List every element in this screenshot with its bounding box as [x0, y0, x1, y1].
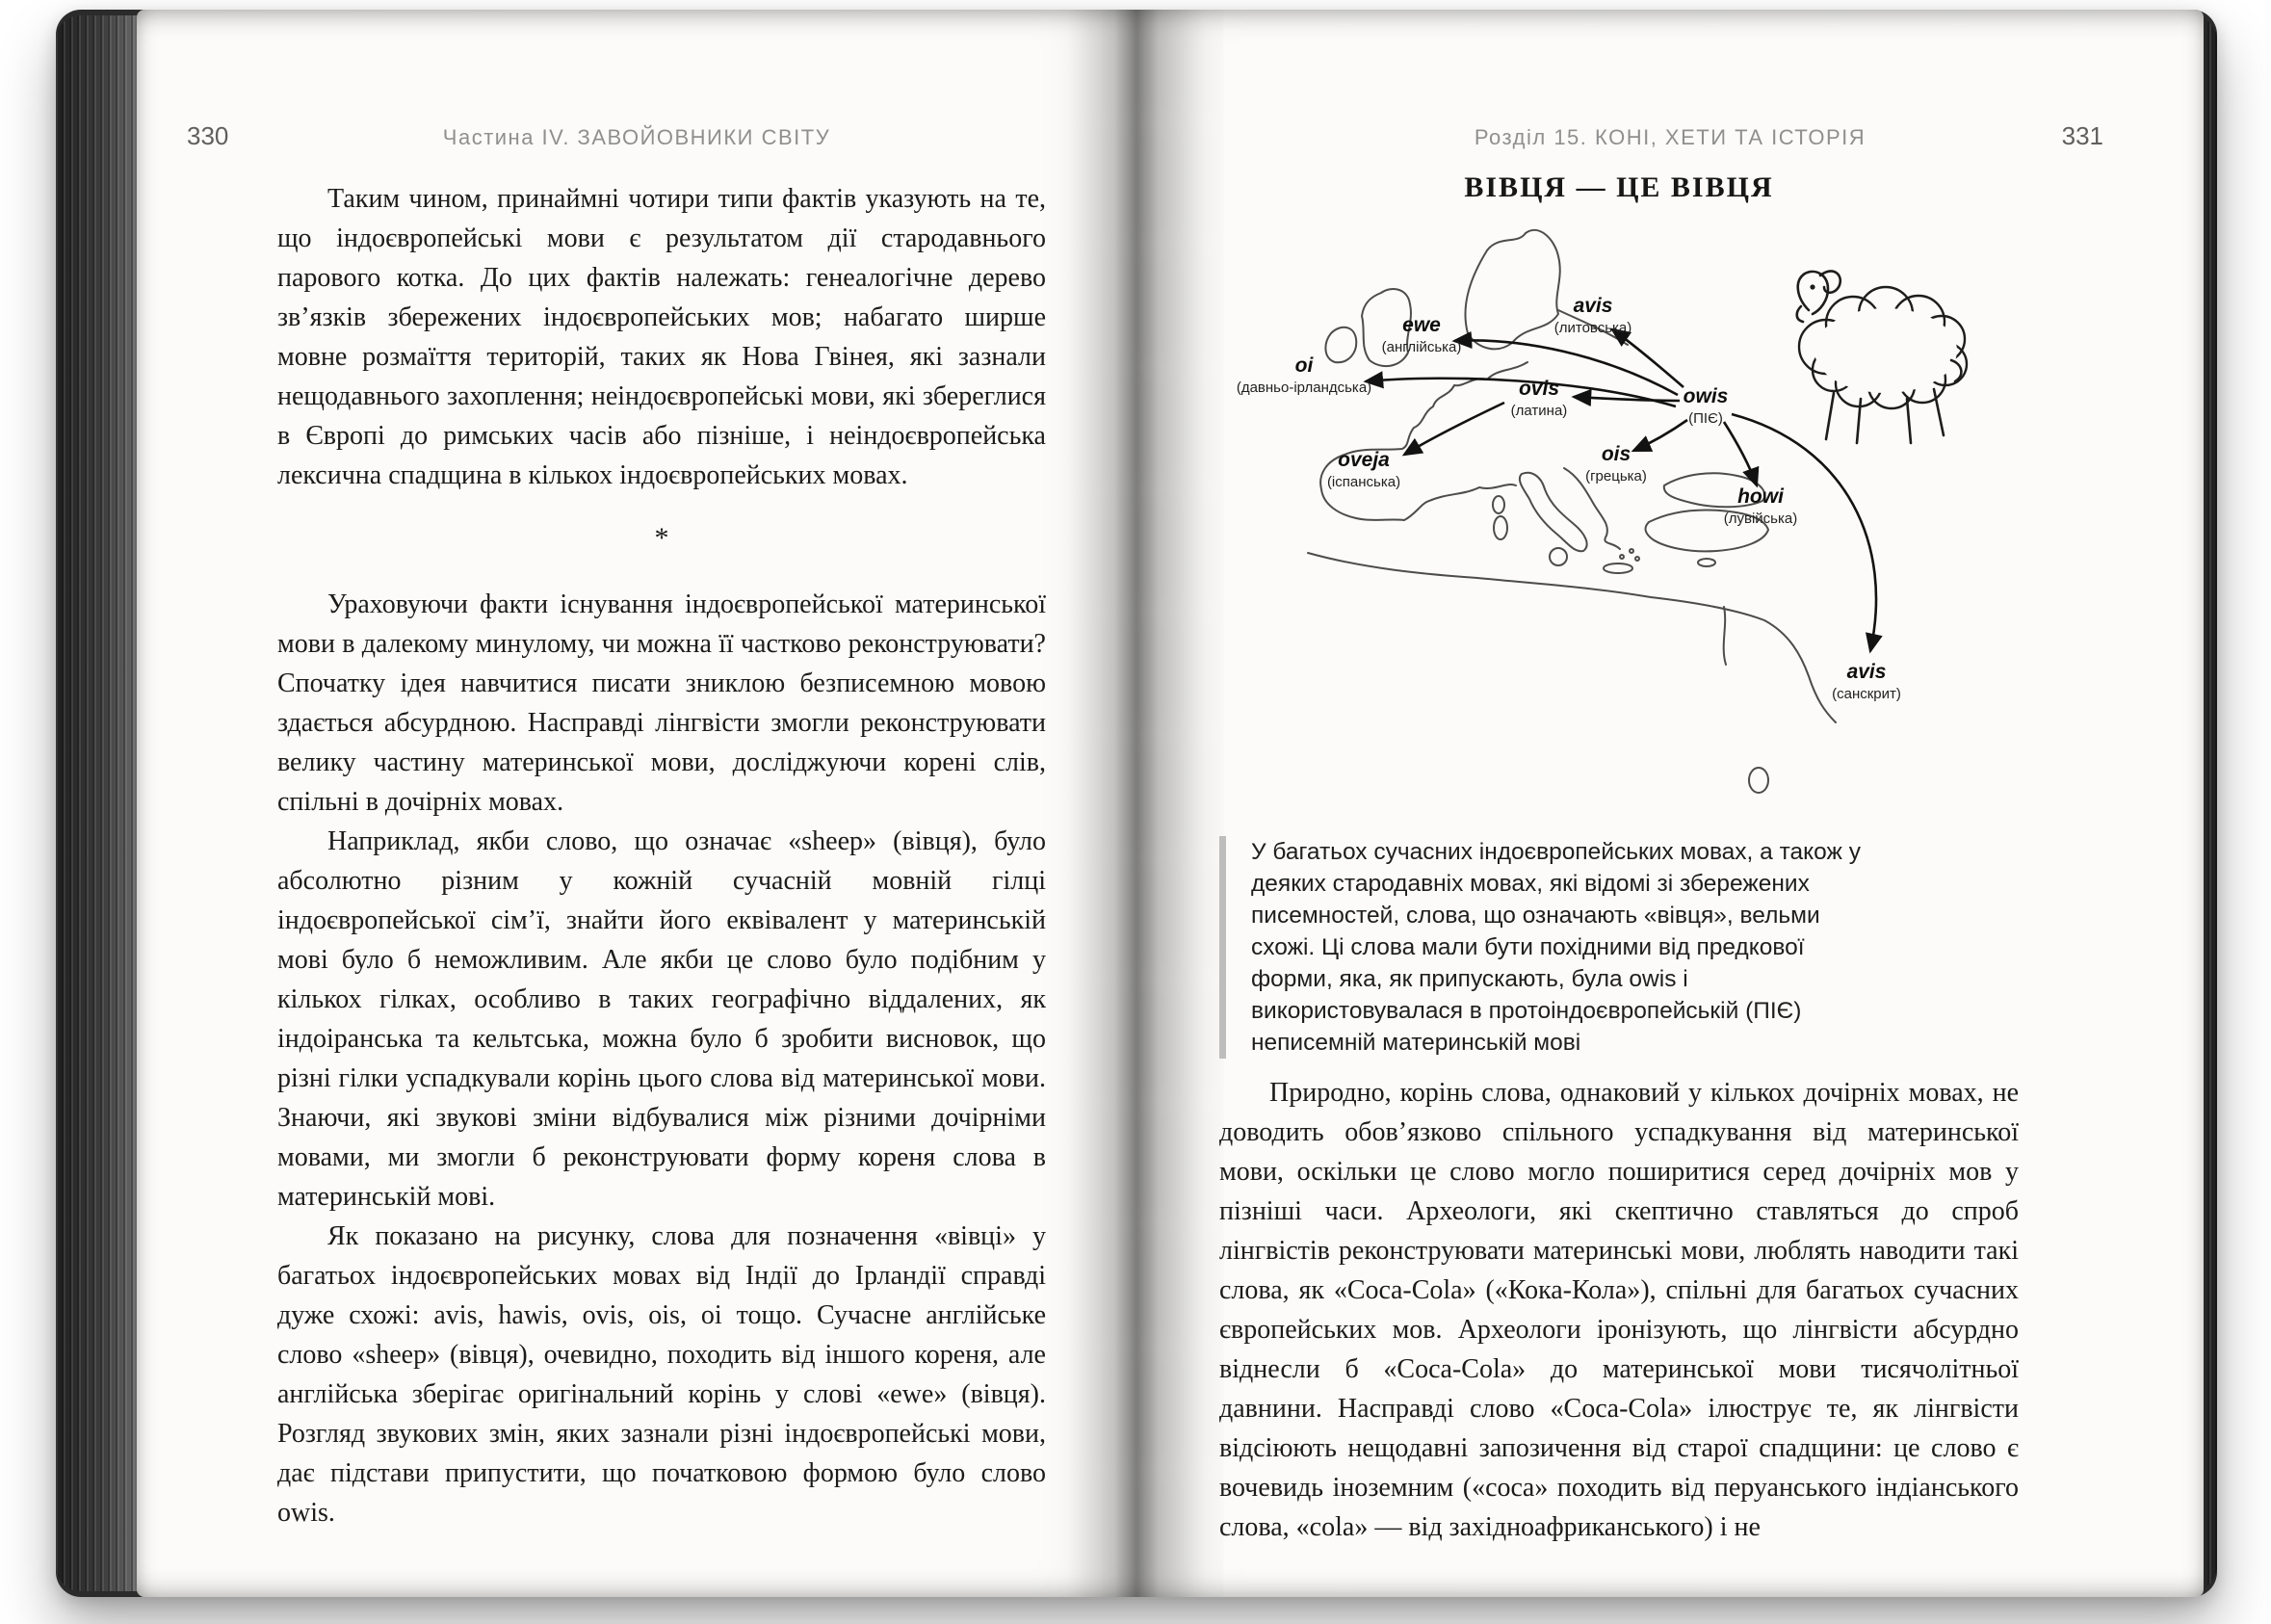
map-arrows: [1366, 329, 1876, 651]
map-lang-lithuanian: (литовська): [1553, 320, 1632, 336]
map-lang-sanskrit: (санскрит): [1832, 686, 1901, 702]
open-book: [56, 10, 2217, 1597]
map-lang-latin: (латина): [1510, 403, 1568, 419]
map-label-lithuanian: [1554, 295, 1632, 336]
map-word-greek: ois: [1601, 443, 1631, 465]
map-lang-english: (англійська): [1381, 339, 1462, 355]
left-page: [137, 10, 1136, 1597]
map-word-english: ewe: [1402, 314, 1441, 336]
map-lang-pie: (ПІЄ): [1688, 410, 1723, 427]
figure-title: ВІВЦЯ — ЦЕ ВІВЦЯ: [1464, 171, 1774, 203]
island-mark: [1749, 768, 1768, 793]
sheep-words-map: [1219, 218, 2019, 815]
paragraph: Ураховуючи факти існування індоєвропейської материнської мови в далекому минулому, чи можна її частково реконструювати? Спочатку ідея навчитися писати зниклою безписемною мовою здається абсурдною. Насправді лінгвісти змогли реконструювати велику частину материнської мови, досліджуючи корені слів, спільні в дочірніх мовах.: [277, 589, 1046, 817]
sheep-horn: [1820, 271, 1840, 292]
paragraph: Таким чином, принаймні чотири типи фактів указують на те, що індоєвропейські мови є результатом дії стародавнього парового котка. До цих фактів належать: генеалогічне дерево зв’язків збережених індоєвропейських мов; набагато ширше мовне розмаїття територій, таких як Нова Гвінея, які зазнали нещодавнього захоплення; неіндоєвропейські мови, які збереглися в Європі до римських часів або пізніше, і неіндоєвропейська лексична спадщина в кількох індоєвропейських мовах.: [277, 184, 1046, 490]
map-word-sanskrit: avis: [1846, 661, 1887, 683]
paragraph: Як показано на рисунку, слова для позначення «вівці» у багатьох індоєвропейських мовах від Індії до Ірландії справді дуже схожі: avis, hawis, ovis, ois, oi тощо. Сучасне англійське слово «sheep» (вівця), очевидно, походить від іншого кореня, але англійська зберігає оригінальний корінь у слові «ewe» (вівця). Розгляд звукових змін, яких зазнали різні індоєвропейські мови, дає підстави припустити, що початковою формою було слово owis.: [277, 1221, 1046, 1528]
paragraph: Наприклад, якби слово, що означає «sheep» (вівця), було абсолютно різним у кожній сучасній мовній гілці індоєвропейської сім’ї, знайти його еквівалент у материнській мові було б неможливим. Але якби це слово було подібним у кількох гілках, особливо в таких географічно віддалених, як індоіранська та кельтська, можна було б зробити висновок, що різні гілки успадкували корінь цього слова від материнської мови. Знаючи, які звукові зміни відбувалися між різними дочірніми мовами, ми змогли б реконструювати форму кореня слова в материнській мові.: [277, 826, 1046, 1212]
map-word-pie: owis: [1683, 385, 1729, 407]
left-page-body: [277, 179, 1046, 1532]
map-lang-old-irish: (давньо-ірландська): [1236, 380, 1372, 396]
map-label-sanskrit: [1832, 661, 1901, 702]
map-word-spanish: oveja: [1338, 449, 1390, 471]
page-block-edge-left: [56, 15, 139, 1591]
sheep-head: [1798, 272, 1828, 314]
map-label-latin: [1511, 378, 1568, 419]
map-lang-spanish: (іспанська): [1326, 474, 1401, 490]
sheep-eye: [1810, 284, 1814, 289]
right-page-body: [1219, 1073, 2019, 1547]
page-number-right: 331: [2061, 121, 2103, 150]
map-word-luwian: howi: [1737, 485, 1784, 508]
section-separator: *: [654, 522, 669, 554]
page-number-left: 330: [187, 121, 229, 150]
map-label-spanish: [1327, 449, 1400, 490]
map-word-lithuanian: avis: [1573, 295, 1613, 317]
map-word-latin: ovis: [1518, 378, 1560, 400]
map-label-old-irish: [1237, 354, 1371, 396]
map-word-old-irish: oi: [1294, 354, 1314, 377]
map-label-english: [1382, 314, 1462, 355]
map-label-pie: [1684, 385, 1729, 427]
running-head-right: Розділ 15. КОНІ, ХЕТИ ТА ІСТОРІЯ: [1474, 125, 1866, 149]
map-lang-luwian: (лувійська): [1723, 511, 1798, 527]
right-page: [1136, 10, 2204, 1597]
map-lang-greek: (грецька): [1585, 468, 1647, 485]
figure-caption: У багатьох сучасних індоєвропейських мовах, а також у деяких стародавніх мовах, які відомі зі збережених писемностей, слова, що означають «вівця», вельми схожі. Ці слова мали бути похідними від предкової форми, яка, як припускають, була owis і використовувалася в протоіндоєвропейській (ПІЄ) неписемній материнській мові: [1219, 836, 1887, 1059]
sheep-illustration: [1797, 271, 1967, 443]
paragraph: Природно, корінь слова, однаковий у кількох дочірніх мовах, не доводить обов’язково спільного успадкування від материнської мови, оскільки це слово могло поширитися серед дочірніх мов у пізніші часи. Археологи, які скептично ставляться до спроб лінгвістів реконструювати материнські мови, люблять наводити такі слова, як «Coca-Cola» («Кока-Кола»), спільні для багатьох сучасних європейських мов. Археологи іронізують, що лінгвісти абсурдно віднесли б «Coca-Cola» до материнської мови тисячолітньої давнини. Насправді слово «Coca-Cola» ілюструє те, як лінгвісти відсіюють нещодавні запозичення від старої спадщини: це слово є вочевидь іноземним («coca» походить від перуанського індіанського слова, «cola» — від західноафриканського) і не: [1219, 1078, 2019, 1542]
running-head-left: Частина IV. ЗАВОЙОВНИКИ СВІТУ: [442, 125, 831, 149]
sheep-map-figure: [1219, 171, 2019, 1059]
